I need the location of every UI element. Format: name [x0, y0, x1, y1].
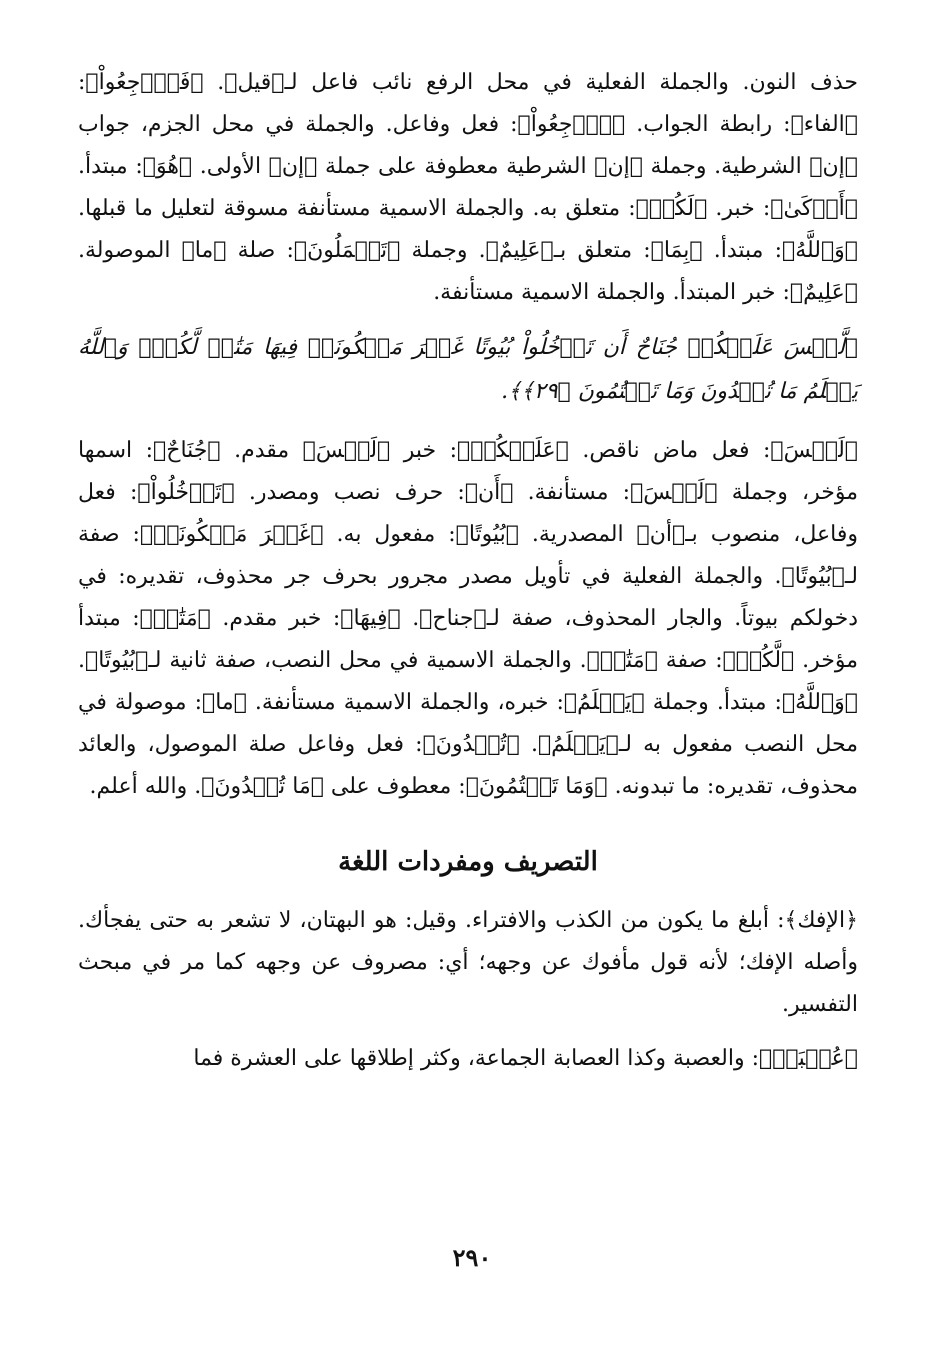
- text-line: ﴿الفاء﴾: رابطة الجواب. ﴿ٱرۡجِعُواْ﴾: فعل وفاعل. والجملة في محل الجزم،: [140, 112, 858, 137]
- text-line: ﴿لَيۡسَ﴾: فعل ماض ناقص. ﴿عَلَيۡكُمۡ﴾: خبر ﴿لَيۡسَ﴾ مقدم. ﴿جُنَاحٌ﴾:: [145, 438, 858, 463]
- text-line: اسمها مؤخر، وجملة ﴿لَيۡسَ﴾: مستأنفة. ﴿أَن﴾: حرف نصب ومصدر.: [78, 438, 858, 505]
- text-line: ﴿فِيهَا﴾: خبر مقدم. ﴿مَتَٰعٞ﴾: مبتدأ مؤخر. ﴿لَّكُمۡ﴾: صفة ﴿مَتَٰعٞ﴾. والجملة: [78, 606, 858, 673]
- commentary-block-1: [78, 62, 858, 314]
- text-line: ﴿يَعۡلَمُ﴾: خبره، والجملة الاسمية مستأنفة. ﴿ما﴾: موصولة في محل النصب: [78, 690, 858, 757]
- text-line: تشعر به حتى يفجأك. وأصله الإفك؛ لأنه قول مأفوك عن وجهه؛ أي: مصروف: [78, 908, 858, 975]
- section-heading: التصريف ومفردات اللغة: [338, 847, 598, 877]
- vocabulary-entry-ifk: [78, 900, 858, 1026]
- text-line: عن وجهه كما مر في مبحث التفسير.: [78, 950, 858, 1017]
- text-line: حذف النون. والجملة الفعلية في محل الرفع نائب فاعل لـ﴿قيل﴾. ﴿فَٱرۡجِعُواْ﴾:: [78, 70, 858, 95]
- commentary-block-2: [78, 430, 858, 808]
- text-line: ﴿عُصۡبَةٞ﴾: والعصبة وكذا العصابة الجماعة، وكثر إطلاقها على العشرة فما: [193, 1046, 858, 1071]
- text-line: تقديره: ما تبدونه. ﴿وَمَا تَكۡتُمُونَ﴾: معطوف على ﴿مَا تُبۡدُونَ﴾. والله أعلم.: [89, 774, 773, 799]
- verse-line: ﴿لَّيۡسَ عَلَيۡكُمۡ جُنَاحٌ أَن تَدۡخُلُواْ بُيُوتًا غَيۡرَ مَسۡكُونَةٖ فِيهَا مَتَٰعٞ لَّكُمۡۚ وَٱللَّهُ يَعۡلَمُ مَا: [78, 335, 858, 404]
- text-line: الاسمية في محل النصب، صفة ثانية لـ﴿بُيُوتًا﴾. ﴿وَٱللَّهُ﴾: مبتدأ. وجملة: [78, 648, 858, 715]
- text-line: ﴿هُوَ﴾: مبتدأ. ﴿أَزۡكَىٰ﴾: خبر. ﴿لَكُمۡ﴾: متعلق به. والجملة الاسمية مستأنفة: [78, 154, 858, 221]
- text-line: مفعول به لـ﴿يَعۡلَمُ﴾. ﴿تُبۡدُونَ﴾: فعل وفاعل صلة الموصول، والعائد محذوف،: [78, 732, 858, 799]
- text-line: ﴿الإفك﴾: أبلغ ما يكون من الكذب والافتراء. وقيل: هو البهتان، لا: [278, 908, 858, 933]
- text-line: مستأنفة.: [433, 280, 514, 305]
- text-line: ﴿تَدۡخُلُواْ﴾: فعل وفاعل، منصوب بـ﴿أن﴾ المصدرية. ﴿بُيُوتًا﴾: مفعول به. ﴿غَيۡرَ: [78, 480, 858, 547]
- text-line: مَسۡكُونَةٖ﴾: صفة لـ﴿بُيُوتًا﴾. والجملة الفعلية في تأويل مصدر مجرور بحرف جر: [78, 522, 858, 589]
- text-line: جواب ﴿إن﴾ الشرطية. وجملة ﴿إن﴾ الشرطية معطوفة على جملة ﴿إن﴾ الأولى.: [78, 112, 858, 179]
- text-line: مسوقة لتعليل ما قبلها. ﴿وَٱللَّهُ﴾: مبتدأ. ﴿بِمَا﴾: متعلق بـ﴿عَلِيمٌ﴾. وجملة: [78, 196, 859, 263]
- vocabulary-entry-usba: [78, 1038, 858, 1080]
- page-number: ٢٩٠: [452, 1243, 492, 1272]
- quran-verse: [78, 326, 858, 414]
- text-line: محذوف، تقديره: في دخولكم بيوتاً. والجار المحذوف، صفة لـ﴿جناح﴾.: [78, 564, 858, 631]
- verse-line: تُبۡدُونَ وَمَا تَكۡتُمُونَ ﴿٢٩﴾﴾.: [501, 379, 772, 404]
- text-line: ﴿تَعۡمَلُونَ﴾: صلة ﴿ما﴾ الموصولة. ﴿عَلِيمٌ﴾: خبر المبتدأ. والجملة الاسمية: [78, 238, 858, 305]
